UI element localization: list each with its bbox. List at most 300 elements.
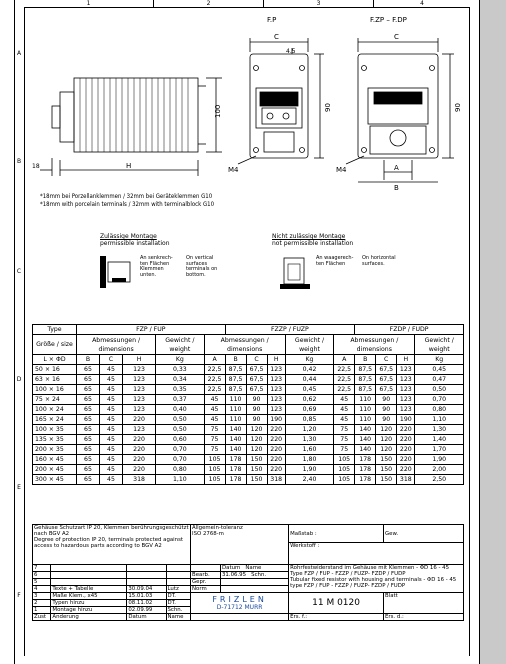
value-cell: 2,50 xyxy=(415,475,464,485)
value-cell: 178 xyxy=(225,465,246,475)
value-cell: 110 xyxy=(355,415,376,425)
value-cell: 45 xyxy=(334,415,355,425)
rev-3-change: Maße Klem., x45 xyxy=(51,593,127,600)
value-cell: 2,40 xyxy=(285,475,333,485)
value-cell: 22,5 xyxy=(334,365,355,375)
value-cell: 1,80 xyxy=(285,455,333,465)
value-cell: 0,50 xyxy=(415,385,464,395)
dim-90-fp: 90 xyxy=(324,103,332,112)
value-cell: 220 xyxy=(267,445,285,455)
dims-header-1: Abmessungen / dimensions xyxy=(77,335,156,355)
value-cell: 120 xyxy=(376,445,397,455)
column-header-2: 2 xyxy=(154,0,264,8)
value-cell: 120 xyxy=(246,445,267,455)
value-cell: 220 xyxy=(397,445,415,455)
value-cell: 123 xyxy=(397,375,415,385)
col-header: A xyxy=(334,355,355,365)
value-cell: 220 xyxy=(122,455,155,465)
value-cell: 120 xyxy=(246,435,267,445)
value-cell: 45 xyxy=(99,465,122,475)
desc-line4: type FZP / FUP - FZZP / FUZP- FZDP / FUDP xyxy=(290,583,406,589)
value-cell: 45 xyxy=(99,475,122,485)
value-cell: 123 xyxy=(267,365,285,375)
rev-5-name xyxy=(166,579,191,586)
not-allowed-mount-icon xyxy=(280,254,312,290)
value-cell: 1,90 xyxy=(415,455,464,465)
value-cell: 65 xyxy=(77,475,100,485)
note-en: *18mm with porcelain terminals / 32mm with terminalblock G10 xyxy=(40,201,214,208)
col-header: B xyxy=(225,355,246,365)
drawing-number: 11 M 0120 xyxy=(289,593,384,614)
value-cell: 123 xyxy=(267,395,285,405)
value-cell: 178 xyxy=(225,475,246,485)
bearb-date: 31.06.95 xyxy=(222,572,247,578)
value-cell: 65 xyxy=(77,445,100,455)
zust-label: Zust xyxy=(33,614,51,621)
rev-2-name: DT. xyxy=(166,600,191,607)
value-cell: 150 xyxy=(246,455,267,465)
value-cell: 123 xyxy=(267,385,285,395)
value-cell: 105 xyxy=(204,475,225,485)
group-header-2: FZZP / FUZP xyxy=(225,325,355,335)
value-cell: 87,5 xyxy=(355,385,376,395)
value-cell: 0,60 xyxy=(156,435,204,445)
value-cell: 1,20 xyxy=(285,425,333,435)
not-allowed-desc-de: An waagerech-ten Flächen xyxy=(316,255,354,267)
rev-3-date: 15.01.03 xyxy=(127,593,166,600)
rev-1-change: Montage hinzu xyxy=(51,607,127,614)
protection-en: Degree of protection IP 20, terminals protected against access to hazardous parts according to BGV A2 xyxy=(34,537,184,549)
value-cell: 75 xyxy=(204,435,225,445)
left-margin xyxy=(0,0,14,664)
value-cell: 123 xyxy=(122,425,155,435)
value-cell: 1,30 xyxy=(285,435,333,445)
value-cell: 123 xyxy=(267,405,285,415)
norm-label: Norm xyxy=(191,586,221,593)
right-margin xyxy=(480,0,506,664)
row-label-a: A xyxy=(16,50,22,57)
rev-2-zust: 2 xyxy=(33,600,51,607)
value-cell: 123 xyxy=(122,405,155,415)
value-cell: 90 xyxy=(246,415,267,425)
value-cell: 75 xyxy=(204,425,225,435)
not-allowed-title-de: Nicht zulässige Montage xyxy=(272,233,346,240)
size-cell: 50 × 16 xyxy=(33,365,77,375)
sheet-label: Blatt xyxy=(385,593,398,599)
size-cell: 100 × 16 xyxy=(33,385,77,395)
value-cell: 0,37 xyxy=(156,395,204,405)
value-cell: 140 xyxy=(355,445,376,455)
spec-table xyxy=(32,324,464,485)
table-row xyxy=(33,415,464,425)
value-cell: 0,35 xyxy=(156,385,204,395)
size-cell: 300 × 45 xyxy=(33,475,77,485)
size-cell: 200 × 35 xyxy=(33,445,77,455)
value-cell: 65 xyxy=(77,385,100,395)
value-cell: 65 xyxy=(77,435,100,445)
row-label-d: D xyxy=(16,376,22,383)
rev-7-zust: 7 xyxy=(33,565,51,572)
rev-1-date: 02.09.99 xyxy=(127,607,166,614)
dim-m4-fp: M4 xyxy=(228,166,239,174)
dim-c-fp: C xyxy=(274,33,279,41)
value-cell: 45 xyxy=(99,435,122,445)
size-cell: 75 × 24 xyxy=(33,395,77,405)
note-de: *18mm bei Porzellanklemmen / 32mm bei Geräteklemmen G10 xyxy=(40,193,213,200)
value-cell: 0,80 xyxy=(415,405,464,415)
weight-header-3: Gewicht / weight xyxy=(415,335,464,355)
weight-header-2: Gewicht / weight xyxy=(285,335,333,355)
bearb-label: Bearb. xyxy=(191,572,221,579)
value-cell: 0,45 xyxy=(285,385,333,395)
value-cell: 1,40 xyxy=(415,435,464,445)
value-cell: 105 xyxy=(334,455,355,465)
rev-7-change xyxy=(51,565,127,572)
replaces-by: Ers. d.: xyxy=(384,614,464,621)
allowed-title-en: permissible installation xyxy=(100,240,170,247)
column-header-1: 1 xyxy=(24,0,154,8)
value-cell: 110 xyxy=(225,415,246,425)
dim-18: 18 xyxy=(32,163,40,170)
col-header: B xyxy=(77,355,100,365)
value-cell: 87,5 xyxy=(225,365,246,375)
value-cell: 67,5 xyxy=(246,365,267,375)
table-row xyxy=(33,385,464,395)
value-cell: 220 xyxy=(267,425,285,435)
datum-label: Datum xyxy=(127,614,166,621)
value-cell: 220 xyxy=(122,435,155,445)
protection-de: Gehäuse Schutzart IP 20, Klemmen berührungsgeschützt nach BGV A2 xyxy=(34,525,189,537)
value-cell: 318 xyxy=(122,475,155,485)
value-cell: 123 xyxy=(122,385,155,395)
dim-m4-fzp: M4 xyxy=(336,166,347,174)
row-label-b: B xyxy=(16,158,22,165)
value-cell: 110 xyxy=(355,405,376,415)
size-cell: 165 × 24 xyxy=(33,415,77,425)
value-cell: 45 xyxy=(334,395,355,405)
row-label-e: E xyxy=(17,484,21,491)
value-cell: 0,62 xyxy=(285,395,333,405)
value-cell: 220 xyxy=(267,435,285,445)
value-cell: 1,10 xyxy=(415,415,464,425)
table-row xyxy=(33,375,464,385)
value-cell: 22,5 xyxy=(204,385,225,395)
value-cell: 140 xyxy=(225,435,246,445)
value-cell: 45 xyxy=(99,425,122,435)
table-row xyxy=(33,405,464,415)
value-cell: 0,50 xyxy=(156,425,204,435)
value-cell: 90 xyxy=(246,405,267,415)
value-cell: 87,5 xyxy=(355,375,376,385)
rev-5-date xyxy=(127,579,166,586)
value-cell: 0,45 xyxy=(415,365,464,375)
dim-100: 100 xyxy=(214,104,222,118)
dim-c-fzp: C xyxy=(394,33,399,41)
weight-label: Gew. xyxy=(385,530,399,537)
rev-6-change xyxy=(51,572,127,579)
value-cell: 45 xyxy=(99,415,122,425)
value-cell: 45 xyxy=(99,445,122,455)
fzp-view-label: F.ZP – F.DP xyxy=(370,16,407,24)
col-header: Kg xyxy=(156,355,204,365)
rev-3-name: DT. xyxy=(166,593,191,600)
rev-4-date: 30.09.04 xyxy=(127,586,166,593)
column-header-4: 4 xyxy=(374,0,470,8)
row-label-c: C xyxy=(16,268,22,275)
value-cell: 140 xyxy=(355,425,376,435)
value-cell: 87,5 xyxy=(355,365,376,375)
desc-line3: Tubular fixed resistor with housing and terminals - ΦD 16 - 45 xyxy=(290,577,457,583)
dim-h: H xyxy=(126,162,132,170)
value-cell: 123 xyxy=(122,395,155,405)
value-cell: 45 xyxy=(99,455,122,465)
value-cell: 220 xyxy=(122,445,155,455)
value-cell: 110 xyxy=(225,405,246,415)
value-cell: 140 xyxy=(225,445,246,455)
value-cell: 0,34 xyxy=(156,375,204,385)
value-cell: 2,00 xyxy=(415,465,464,475)
value-cell: 220 xyxy=(122,465,155,475)
dim-b: B xyxy=(394,184,399,192)
rev-7-name xyxy=(166,565,191,572)
table-row xyxy=(33,475,464,485)
value-cell: 0,42 xyxy=(285,365,333,375)
table-row xyxy=(33,425,464,435)
value-cell: 220 xyxy=(267,455,285,465)
value-cell: 318 xyxy=(397,475,415,485)
dim-45: 4.5 xyxy=(286,48,296,55)
rev-2-change: Typen hinzu xyxy=(51,600,127,607)
value-cell: 150 xyxy=(376,475,397,485)
value-cell: 178 xyxy=(355,455,376,465)
value-cell: 220 xyxy=(397,455,415,465)
value-cell: 220 xyxy=(267,465,285,475)
col-header: H xyxy=(267,355,285,365)
value-cell: 1,70 xyxy=(415,445,464,455)
change-label: Änderung xyxy=(51,614,127,621)
value-cell: 1,30 xyxy=(415,425,464,435)
size-cell: 63 × 16 xyxy=(33,375,77,385)
rev-4-name: Lutz xyxy=(166,586,191,593)
value-cell: 65 xyxy=(77,375,100,385)
value-cell: 220 xyxy=(397,435,415,445)
dims-header-2: Abmessungen / dimensions xyxy=(204,335,285,355)
desc-line2: Type FZP / FUP - FZZP / FUZP- FZDP / FUDP xyxy=(290,571,406,577)
rev-6-name xyxy=(166,572,191,579)
name-col: Name xyxy=(245,565,262,571)
tolerance-value: ISO 2768-m xyxy=(192,531,224,537)
value-cell: 90 xyxy=(376,395,397,405)
rev-5-zust: 5 xyxy=(33,579,51,586)
value-cell: 45 xyxy=(99,375,122,385)
table-row xyxy=(33,435,464,445)
value-cell: 45 xyxy=(99,405,122,415)
value-cell: 0,70 xyxy=(156,445,204,455)
value-cell: 45 xyxy=(99,365,122,375)
dims-header-3: Abmessungen / dimensions xyxy=(334,335,415,355)
rev-6-date xyxy=(127,572,166,579)
value-cell: 22,5 xyxy=(334,385,355,395)
rev-1-zust: 1 xyxy=(33,607,51,614)
col-header: A xyxy=(204,355,225,365)
value-cell: 0,70 xyxy=(156,455,204,465)
value-cell: 75 xyxy=(334,445,355,455)
allowed-mount-icon xyxy=(98,254,134,290)
allowed-title-de: Zulässige Montage xyxy=(100,233,157,240)
rev-3-zust: 3 xyxy=(33,593,51,600)
value-cell: 105 xyxy=(334,465,355,475)
technical-views xyxy=(24,8,470,194)
value-cell: 0,44 xyxy=(285,375,333,385)
value-cell: 75 xyxy=(334,435,355,445)
desc-line1: Rohrfestwiderstand im Gehäuse mit Klemmen - ΦD 16 - 45 xyxy=(290,565,450,571)
size-cell: 100 × 24 xyxy=(33,405,77,415)
value-cell: 105 xyxy=(204,455,225,465)
group-header-3: FZDP / FUDP xyxy=(355,325,464,335)
value-cell: 0,80 xyxy=(156,465,204,475)
weight-header-1: Gewicht / weight xyxy=(156,335,204,355)
rev-4-zust: 4 xyxy=(33,586,51,593)
value-cell: 123 xyxy=(122,365,155,375)
row-label-f: F xyxy=(17,592,21,599)
type-header: Type xyxy=(33,325,77,335)
value-cell: 0,40 xyxy=(156,405,204,415)
value-cell: 123 xyxy=(397,385,415,395)
value-cell: 0,69 xyxy=(285,405,333,415)
value-cell: 65 xyxy=(77,465,100,475)
rev-2-date: 08.11.02 xyxy=(127,600,166,607)
value-cell: 123 xyxy=(122,375,155,385)
value-cell: 65 xyxy=(77,415,100,425)
allowed-desc-de: An senkrech-ten Flächen Klemmen unten. xyxy=(140,255,173,278)
value-cell: 1,60 xyxy=(285,445,333,455)
dim-a: A xyxy=(394,164,399,172)
value-cell: 150 xyxy=(376,455,397,465)
value-cell: 90 xyxy=(376,405,397,415)
col-header: Kg xyxy=(415,355,464,365)
col-header: C xyxy=(246,355,267,365)
rev-4-change: Texte + Tabelle xyxy=(51,586,127,593)
value-cell: 75 xyxy=(204,445,225,455)
value-cell: 105 xyxy=(334,475,355,485)
value-cell: 220 xyxy=(397,465,415,475)
value-cell: 120 xyxy=(376,435,397,445)
value-cell: 220 xyxy=(122,415,155,425)
value-cell: 87,5 xyxy=(225,385,246,395)
value-cell: 65 xyxy=(77,405,100,415)
value-cell: 0,70 xyxy=(415,395,464,405)
dim-90-fzp: 90 xyxy=(454,103,462,112)
column-header-3: 3 xyxy=(264,0,374,8)
value-cell: 67,5 xyxy=(376,375,397,385)
tolerance-label: Allgemein-toleranz xyxy=(192,525,243,531)
value-cell: 220 xyxy=(397,425,415,435)
value-cell: 150 xyxy=(376,465,397,475)
value-cell: 150 xyxy=(246,465,267,475)
value-cell: 67,5 xyxy=(246,385,267,395)
col-header: C xyxy=(99,355,122,365)
value-cell: 90 xyxy=(376,415,397,425)
title-block xyxy=(32,524,464,621)
table-row xyxy=(33,465,464,475)
lphi-header: L × ΦD xyxy=(33,355,77,365)
rev-5-change xyxy=(51,579,127,586)
group-header-1: FZP / FUP xyxy=(77,325,226,335)
value-cell: 22,5 xyxy=(204,365,225,375)
scale-label: Maßstab : xyxy=(290,530,317,537)
size-cell: 200 × 45 xyxy=(33,465,77,475)
col-header: Kg xyxy=(285,355,333,365)
value-cell: 0,33 xyxy=(156,365,204,375)
size-header: Größe / size xyxy=(33,335,77,355)
table-row xyxy=(33,445,464,455)
value-cell: 1,90 xyxy=(285,465,333,475)
value-cell: 190 xyxy=(397,415,415,425)
value-cell: 65 xyxy=(77,365,100,375)
value-cell: 123 xyxy=(267,375,285,385)
rev-1-name: Schn. xyxy=(166,607,191,614)
table-row xyxy=(33,395,464,405)
value-cell: 45 xyxy=(204,395,225,405)
value-cell: 75 xyxy=(334,425,355,435)
not-allowed-desc-en: On horizontal surfaces. xyxy=(362,255,396,267)
value-cell: 178 xyxy=(225,455,246,465)
value-cell: 123 xyxy=(397,405,415,415)
value-cell: 190 xyxy=(267,415,285,425)
value-cell: 1,10 xyxy=(156,475,204,485)
bearb-name: Schn. xyxy=(251,572,267,578)
rev-7-date xyxy=(127,565,166,572)
value-cell: 65 xyxy=(77,455,100,465)
value-cell: 123 xyxy=(397,395,415,405)
fp-view-label: F.P xyxy=(267,16,277,24)
value-cell: 318 xyxy=(267,475,285,485)
allowed-desc-en: On vertical surfaces terminals on bottom. xyxy=(186,255,218,278)
col-header: H xyxy=(397,355,415,365)
col-header: B xyxy=(355,355,376,365)
value-cell: 0,50 xyxy=(156,415,204,425)
value-cell: 22,5 xyxy=(334,375,355,385)
value-cell: 120 xyxy=(246,425,267,435)
value-cell: 45 xyxy=(99,385,122,395)
company-name: FRIZLEN xyxy=(212,595,267,604)
value-cell: 90 xyxy=(246,395,267,405)
date-col: Datum xyxy=(222,565,241,571)
value-cell: 178 xyxy=(355,475,376,485)
rev-6-zust: 6 xyxy=(33,572,51,579)
value-cell: 67,5 xyxy=(376,365,397,375)
value-cell: 45 xyxy=(204,405,225,415)
table-row xyxy=(33,455,464,465)
value-cell: 67,5 xyxy=(376,385,397,395)
value-cell: 105 xyxy=(204,465,225,475)
value-cell: 45 xyxy=(204,415,225,425)
col-header: C xyxy=(376,355,397,365)
value-cell: 65 xyxy=(77,425,100,435)
col-header: H xyxy=(122,355,155,365)
value-cell: 22,5 xyxy=(204,375,225,385)
value-cell: 120 xyxy=(376,425,397,435)
size-cell: 100 × 35 xyxy=(33,425,77,435)
value-cell: 87,5 xyxy=(225,375,246,385)
value-cell: 0,47 xyxy=(415,375,464,385)
not-allowed-title-en: not permissible installation xyxy=(272,240,354,247)
value-cell: 178 xyxy=(355,465,376,475)
value-cell: 123 xyxy=(397,365,415,375)
value-cell: 140 xyxy=(355,435,376,445)
value-cell: 110 xyxy=(225,395,246,405)
value-cell: 65 xyxy=(77,395,100,405)
